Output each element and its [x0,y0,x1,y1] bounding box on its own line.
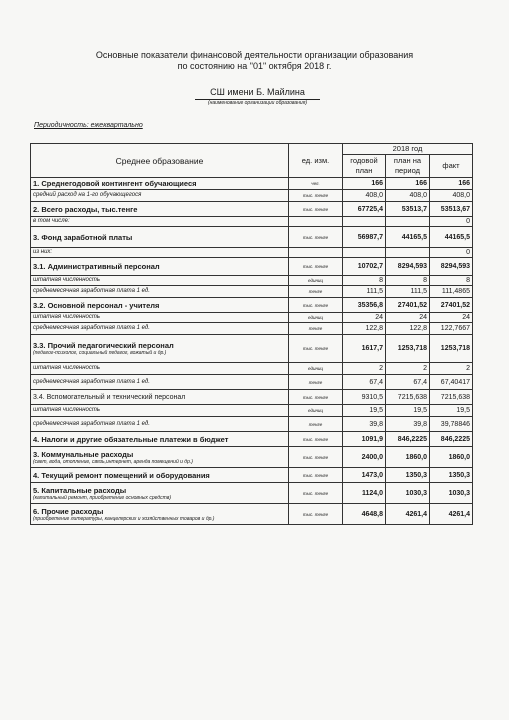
row-unit: единиц [289,363,343,375]
row-label [31,390,289,405]
table-row [31,227,473,248]
row-fact: 1350,3 [430,468,473,483]
row-unit: тенге [289,323,343,335]
row-label [31,313,289,323]
row-label [31,483,289,504]
table-row [31,447,473,468]
row-annual-plan: 56987,7 [343,227,386,248]
row-period-plan: 2 [386,363,430,375]
row-label [31,432,289,447]
row-fact: 1253,718 [430,335,473,363]
row-period-plan: 39,8 [386,417,430,432]
row-label-text: 2. Всего расходы, тыс.тенге [33,204,138,214]
row-period-plan: 408,0 [386,190,430,202]
row-unit: тыс. тенге [289,504,343,525]
row-label-text: 3.4. Вспомогательный и технический персонал [33,393,186,401]
row-label-text: в том числе: [33,218,70,224]
row-annual-plan: 4648,8 [343,504,386,525]
row-fact: 24 [430,313,473,323]
header-main: Среднее образование [31,144,289,178]
row-label-text: штатная численность [33,314,101,320]
row-unit [289,248,343,258]
row-label [31,286,289,298]
header-period-plan: план на период [386,155,430,178]
table-row [31,190,473,202]
header-annual-plan: годовой план [343,155,386,178]
row-annual-plan: 9310,5 [343,390,386,405]
row-fact: 67,40417 [430,375,473,390]
row-annual-plan: 166 [343,178,386,190]
row-unit [289,217,343,227]
table-row [31,375,473,390]
report-title-line1: Основные показатели финансовой деятельности организации образования [95,50,414,60]
row-period-plan [386,217,430,227]
row-label-text: среднемесячная заработная плата 1 ед. [33,378,150,385]
row-fact: 4261,4 [430,504,473,525]
row-unit: тыс. тенге [289,483,343,504]
row-fact: 8294,593 [430,258,473,276]
row-label-text: 1. Среднегодовой контингент обучающиеся [33,179,197,188]
row-label-text: 6. Прочие расходы [33,506,104,516]
row-label-note: (приобретение литературы, канцелярских и хозяйственных товаров и др.) [33,515,215,522]
row-label [31,178,289,190]
row-period-plan: 122,8 [386,323,430,335]
row-fact: 27401,52 [430,298,473,313]
row-label-text: 3.3. Прочий педагогический персонал [33,341,174,350]
row-unit: тыс. тенге [289,335,343,363]
row-unit: тенге [289,286,343,298]
table-row [31,323,473,335]
row-period-plan [386,248,430,258]
row-unit: тыс. тенге [289,447,343,468]
row-annual-plan: 24 [343,313,386,323]
row-fact: 19,5 [430,405,473,417]
row-unit: тыс. тенге [289,432,343,447]
row-annual-plan: 1124,0 [343,483,386,504]
row-label-text: из них: [33,249,53,255]
table-row [31,468,473,483]
row-label-note: (капитальный ремонт, приобретение основных средств) [33,494,172,501]
row-fact: 111,4865 [430,286,473,298]
row-label [31,217,289,227]
row-annual-plan [343,217,386,227]
financial-indicators-table [30,143,473,525]
row-period-plan: 846,2225 [386,432,430,447]
row-period-plan: 1253,718 [386,335,430,363]
row-fact: 122,7667 [430,323,473,335]
row-label [31,363,289,375]
row-label-text: средний расход на 1-го обучающегося [33,192,142,198]
table-row [31,390,473,405]
row-unit: единиц [289,313,343,323]
table-row [31,504,473,525]
table-row [31,483,473,504]
row-label-text: 5. Капитальные расходы [33,485,127,495]
row-annual-plan: 111,5 [343,286,386,298]
row-period-plan: 8 [386,276,430,286]
table-row [31,298,473,313]
row-label [31,335,289,363]
table-row [31,417,473,432]
row-label [31,258,289,276]
row-unit: тенге [289,375,343,390]
row-label-text: 4. Текущий ремонт помещений и оборудования [33,470,210,480]
table-row [31,202,473,217]
row-annual-plan: 67,4 [343,375,386,390]
row-annual-plan: 2400,0 [343,447,386,468]
row-fact: 408,0 [430,190,473,202]
row-label-text: 3.1. Административный персонал [33,262,160,271]
organization-name: СШ имени Б. Майлина [195,87,320,100]
row-period-plan: 111,5 [386,286,430,298]
row-fact: 0 [430,217,473,227]
header-unit: ед. изм. [289,144,343,178]
row-fact: 0 [430,248,473,258]
header-fact: факт [430,155,473,178]
row-period-plan: 7215,638 [386,390,430,405]
row-annual-plan: 1473,0 [343,468,386,483]
table-row [31,363,473,375]
row-annual-plan: 39,8 [343,417,386,432]
row-label-text: штатная численность [33,277,101,283]
table-row [31,258,473,276]
table-row [31,432,473,447]
row-label-text: 3. Фонд заработной платы [33,232,133,242]
row-unit: тыс. тенге [289,258,343,276]
row-fact: 166 [430,178,473,190]
row-annual-plan: 19,5 [343,405,386,417]
row-annual-plan: 1617,7 [343,335,386,363]
row-period-plan: 19,5 [386,405,430,417]
row-label-text: среднемесячная заработная плата 1 ед. [33,288,150,294]
table-row [31,405,473,417]
row-label [31,405,289,417]
row-label-text: среднемесячная заработная плата 1 ед. [33,325,150,331]
row-fact: 1860,0 [430,447,473,468]
row-annual-plan: 67725,4 [343,202,386,217]
organization-caption: (наименование организации образования) [207,100,308,106]
row-fact: 7215,638 [430,390,473,405]
row-unit: тыс. тенге [289,202,343,217]
row-period-plan: 1350,3 [386,468,430,483]
row-period-plan: 24 [386,313,430,323]
row-label [31,447,289,468]
row-label-note: (свет, вода, отопление, связь,интернет, аренда помещений и др.) [33,458,193,465]
row-fact: 1030,3 [430,483,473,504]
row-period-plan: 4261,4 [386,504,430,525]
row-period-plan: 44165,5 [386,227,430,248]
row-unit: тыс. тенге [289,227,343,248]
row-label [31,202,289,217]
row-label [31,504,289,525]
row-period-plan: 8294,593 [386,258,430,276]
row-label [31,375,289,390]
header-year: 2018 год [343,144,473,155]
row-fact: 8 [430,276,473,286]
row-annual-plan: 35356,8 [343,298,386,313]
row-label [31,190,289,202]
row-label-text: 3. Коммунальные расходы [33,449,134,459]
table-row [31,217,473,227]
report-title-line2: по состоянию на "01" октября 2018 г. [177,61,332,71]
row-period-plan: 166 [386,178,430,190]
table-row [31,286,473,298]
row-annual-plan: 122,8 [343,323,386,335]
table-row [31,178,473,190]
row-period-plan: 27401,52 [386,298,430,313]
row-unit: тыс. тенге [289,390,343,405]
row-annual-plan: 2 [343,363,386,375]
row-period-plan: 1030,3 [386,483,430,504]
row-label-note: (педагог-психолог, социальный педагог, вожатый и др.) [33,350,167,356]
row-label-text: среднемесячная заработная плата 1 ед. [33,420,150,427]
row-fact: 846,2225 [430,432,473,447]
row-unit: единиц [289,405,343,417]
row-period-plan: 67,4 [386,375,430,390]
row-unit: тыс. тенге [289,190,343,202]
row-label [31,248,289,258]
row-label [31,227,289,248]
row-label [31,417,289,432]
row-fact: 53513,67 [430,202,473,217]
row-fact: 39,78846 [430,417,473,432]
row-unit: чел. [289,178,343,190]
row-fact: 2 [430,363,473,375]
organization-block [195,87,320,107]
table-row [31,313,473,323]
row-label-text: штатная численность [33,407,101,413]
row-unit: тыс. тенге [289,468,343,483]
row-period-plan: 1860,0 [386,447,430,468]
row-annual-plan: 1091,9 [343,432,386,447]
table-row [31,248,473,258]
row-fact: 44165,5 [430,227,473,248]
table-row [31,276,473,286]
table-body [31,178,473,525]
row-unit: единиц [289,276,343,286]
periodicity-note: Периодичность: ежеквартально [34,122,143,129]
table-row [31,335,473,363]
row-period-plan: 53513,7 [386,202,430,217]
row-label-text: штатная численность [33,365,101,371]
row-label [31,276,289,286]
row-label [31,298,289,313]
row-unit: тыс. тенге [289,298,343,313]
report-title [0,50,509,72]
row-label-text: 4. Налоги и другие обязательные платежи в бюджет [33,434,229,444]
row-unit: тенге [289,417,343,432]
row-label [31,323,289,335]
row-annual-plan [343,248,386,258]
row-annual-plan: 408,0 [343,190,386,202]
row-label [31,468,289,483]
row-annual-plan: 10702,7 [343,258,386,276]
row-label-text: 3.2. Основной персонал - учителя [33,300,160,310]
row-annual-plan: 8 [343,276,386,286]
